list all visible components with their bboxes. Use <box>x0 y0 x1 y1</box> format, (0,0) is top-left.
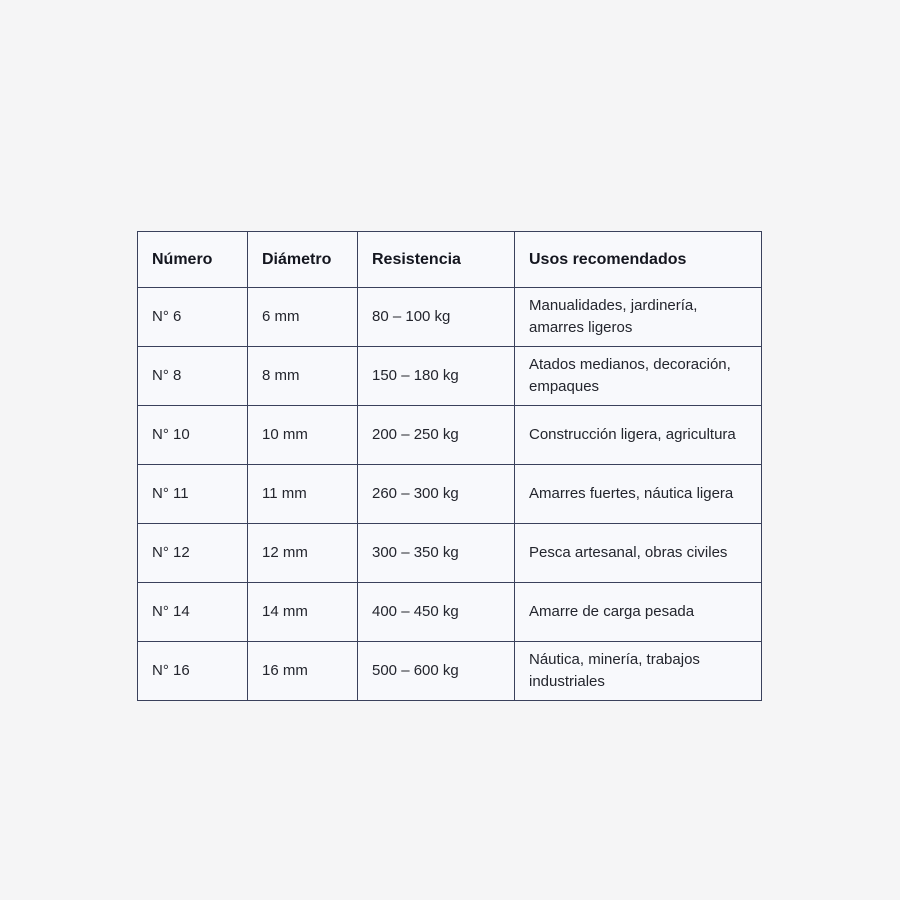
table-cell-diametro: 10 mm <box>248 406 358 465</box>
table-cell-usos: Manualidades, jardinería, amarres ligeros <box>515 288 762 347</box>
table-cell-resistencia: 200 – 250 kg <box>358 406 515 465</box>
table-cell-diametro: 16 mm <box>248 642 358 701</box>
column-header-resistencia: Resistencia <box>358 232 515 288</box>
rope-specs-table <box>137 231 762 701</box>
table-cell-numero: N° 6 <box>138 288 248 347</box>
table-row <box>138 583 762 642</box>
table-cell-resistencia: 300 – 350 kg <box>358 524 515 583</box>
table-cell-resistencia: 80 – 100 kg <box>358 288 515 347</box>
column-header-numero: Número <box>138 232 248 288</box>
table-cell-numero: N° 11 <box>138 465 248 524</box>
table-row <box>138 406 762 465</box>
table-cell-resistencia: 400 – 450 kg <box>358 583 515 642</box>
table-cell-usos: Atados medianos, decoración, empaques <box>515 347 762 406</box>
table-cell-numero: N° 14 <box>138 583 248 642</box>
table-cell-numero: N° 16 <box>138 642 248 701</box>
table-cell-resistencia: 260 – 300 kg <box>358 465 515 524</box>
table-row <box>138 347 762 406</box>
table-row <box>138 288 762 347</box>
table-header-row <box>138 232 762 288</box>
table-cell-usos: Amarres fuertes, náutica ligera <box>515 465 762 524</box>
table-cell-resistencia: 500 – 600 kg <box>358 642 515 701</box>
column-header-usos: Usos recomendados <box>515 232 762 288</box>
table-cell-usos: Amarre de carga pesada <box>515 583 762 642</box>
table-row <box>138 642 762 701</box>
table-cell-numero: N° 12 <box>138 524 248 583</box>
table-cell-usos: Pesca artesanal, obras civiles <box>515 524 762 583</box>
table-cell-numero: N° 8 <box>138 347 248 406</box>
table-cell-resistencia: 150 – 180 kg <box>358 347 515 406</box>
table-row <box>138 524 762 583</box>
table-cell-diametro: 11 mm <box>248 465 358 524</box>
table-cell-usos: Náutica, minería, trabajos industriales <box>515 642 762 701</box>
table-cell-diametro: 8 mm <box>248 347 358 406</box>
table-row <box>138 465 762 524</box>
column-header-diametro: Diámetro <box>248 232 358 288</box>
table-cell-numero: N° 10 <box>138 406 248 465</box>
table-cell-usos: Construcción ligera, agricultura <box>515 406 762 465</box>
table-cell-diametro: 6 mm <box>248 288 358 347</box>
table-cell-diametro: 12 mm <box>248 524 358 583</box>
table-cell-diametro: 14 mm <box>248 583 358 642</box>
